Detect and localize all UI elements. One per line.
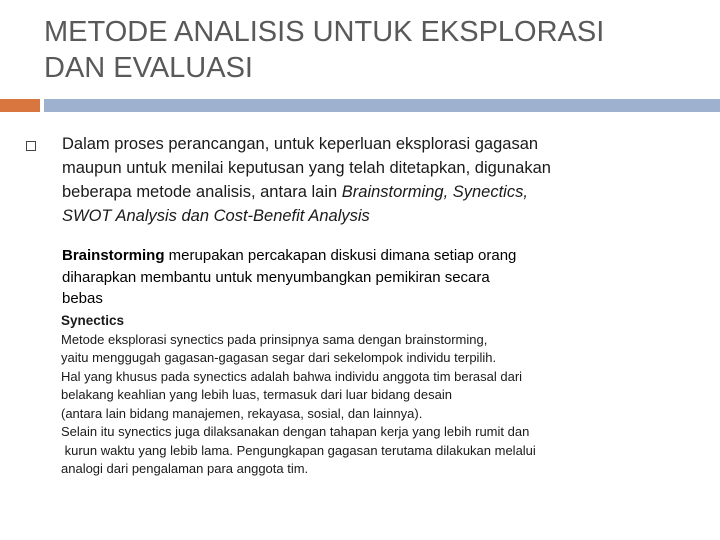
bullet-line-2: maupun untuk menilai keputusan yang telah ditetapkan, digunakan: [62, 159, 551, 177]
synectics-line-2: yaitu menggugah gagasan-gagasan segar dari sekelompok individu terpilih.: [61, 350, 497, 365]
square-bullet-icon: [26, 141, 36, 151]
synectics-line-3: Hal yang khusus pada synectics adalah bahwa individu anggota tim berasal dari: [61, 368, 523, 384]
synectics-line-1: Metode eksplorasi synectics pada prinsipnya sama dengan brainstorming,: [61, 331, 488, 347]
slide-title-line-2: DAN EVALUASI: [44, 52, 253, 84]
synectics-line-7: kurun waktu yang lebib lama. Pengungkapan gagasan terutama dilakukan melalui: [61, 442, 536, 458]
slide-title-line-1: METODE ANALISIS UNTUK EKSPLORASI: [44, 16, 605, 48]
brainstorming-line-1: [62, 245, 682, 267]
bullet-line-1: Dalam proses perancangan, untuk keperluan eksplorasi gagasan: [62, 135, 539, 153]
bullet-line-3-italic: Brainstorming, Synectics,: [341, 183, 528, 201]
synectics-paragraph: [61, 312, 701, 479]
synectics-heading: Synectics: [61, 313, 125, 328]
accent-bar: [0, 99, 40, 112]
bullet-line-4: [62, 204, 672, 228]
synectics-line-5: (antara lain bidang manajemen, rekayasa, sosial, dan lainnya).: [61, 405, 423, 421]
bullet-line-3-text: beberapa metode analisis, antara lain: [62, 183, 342, 201]
synectics-line-8: analogi dari pengalaman para anggota tim.: [61, 461, 309, 476]
bullet-line-3: [62, 180, 672, 204]
brainstorming-line-1-text: merupakan percakapan diskusi dimana setiap orang: [164, 247, 517, 264]
synectics-line-6: Selain itu synectics juga dilaksanakan dengan tahapan kerja yang lebih rumit dan: [61, 424, 530, 439]
brainstorming-term: Brainstorming: [62, 247, 165, 264]
bullet-line-4-italic: SWOT Analysis dan Cost-Benefit Analysis: [62, 207, 370, 225]
title-divider-bar: [44, 99, 720, 112]
brainstorming-line-3: bebas: [62, 290, 103, 307]
brainstorming-paragraph: [62, 245, 682, 310]
bullet-paragraph: [62, 132, 672, 228]
slide-title: [44, 14, 704, 86]
brainstorming-line-2: diharapkan membantu untuk menyumbangkan pemikiran secara: [62, 268, 490, 286]
synectics-line-4: belakang keahlian yang lebih luas, termasuk dari luar bidang desain: [61, 387, 452, 402]
